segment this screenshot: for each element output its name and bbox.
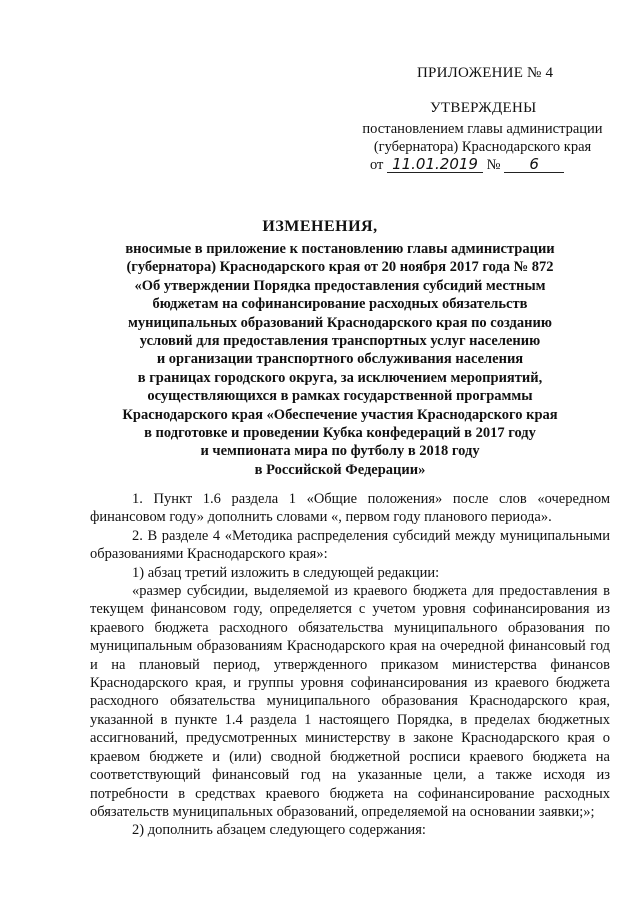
subtitle-line: осуществляющихся в рамках государственной программы: [147, 388, 533, 405]
document-body: [90, 490, 610, 840]
paragraph-2: 2. В разделе 4 «Методика распределения субсидий между муниципальными образованиями Краснодарского края»:: [90, 527, 610, 563]
subtitle-line: Краснодарского края «Обеспечение участия Краснодарского края: [122, 406, 558, 423]
decree-line: (губернатора) Краснодарского края: [373, 139, 592, 155]
number-sign: №: [486, 157, 501, 173]
date-prefix: от: [370, 157, 384, 173]
handwritten-date: 11.01.2019: [387, 156, 483, 173]
subtitle-line: в подготовке и проведении Кубка конфедераций в 2017 году: [144, 425, 536, 442]
paragraph-4: «размер субсидии, выделяемой из краевого бюджета для предоставления в текущем финансовом году, определяется с учетом уровня софинансирования из краевого бюджета расходного обязательства муниципального образования по муниципальным образованиям Краснодарского края на очередной финансовый год и на плановый период, утвержденного приказом министерства финансов Краснодарского края, и группы уровня софинансирования из краевого бюджета расходного обязательства муниципального образования Краснодарского края, указанной в пункте 1.4 раздела 1 настоящего Порядка, в пределах бюджетных ассигнований, предусмотренных министерству в законе Краснодарского края о краевом бюджете и (или) сводной бюджетной росписи краевого бюджета на соответствующий финансовый год на указанные цели, а также исходя из потребности в средствах краевого бюджета на софинансирование расходных обязательств муниципальных образований, определяемой на основании заявки;»;: [90, 583, 610, 820]
handwritten-number: 6: [504, 156, 564, 173]
paragraph-3: 1) абзац третий изложить в следующей редакции:: [132, 564, 440, 581]
decree-line: постановлением главы администрации: [362, 121, 603, 137]
document-subtitle: [95, 240, 585, 479]
paragraph-5: 2) дополнить абзацем следующего содержания:: [132, 822, 426, 839]
document-title: ИЗМЕНЕНИЯ,: [262, 218, 378, 235]
date-number-line: [370, 156, 564, 174]
subtitle-line: «Об утверждении Порядка предоставления субсидий местным: [134, 277, 546, 294]
paragraph-1: 1. Пункт 1.6 раздела 1 «Общие положения» после слов «очередном финансовом году» дополнить словами «, первом году планового периода».: [90, 491, 610, 526]
subtitle-line: (губернатора) Краснодарского края от 20 ноября 2017 года № 872: [126, 259, 554, 276]
subtitle-line: бюджетам на софинансирование расходных обязательств: [152, 296, 528, 313]
subtitle-line: и организации транспортного обслуживания населения: [156, 351, 524, 368]
subtitle-line: в границах городского округа, за исключением мероприятий,: [137, 369, 543, 386]
subtitle-line: условий для предоставления транспортных услуг населению: [139, 333, 541, 350]
appendix-label: ПРИЛОЖЕНИЕ № 4: [417, 65, 554, 81]
approved-label: УТВЕРЖДЕНЫ: [430, 100, 537, 116]
decree-reference: [355, 120, 610, 156]
subtitle-line: и чемпионата мира по футболу в 2018 году: [200, 443, 480, 460]
subtitle-line: вносимые в приложение к постановлению главы администрации: [125, 241, 555, 257]
subtitle-line: в Российской Федерации»: [254, 461, 426, 478]
subtitle-line: муниципальных образований Краснодарского края по созданию: [128, 314, 552, 331]
